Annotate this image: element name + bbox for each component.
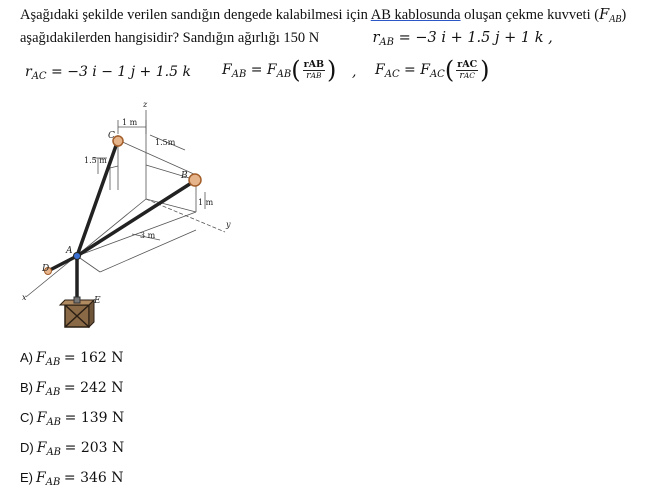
- crate-icon: [60, 297, 94, 327]
- cable-ad: [48, 256, 77, 271]
- rab-eq: $r_{AB} = -3$ i + 1.5 j + 1 k ,: [372, 30, 553, 48]
- option-c[interactable]: C) $F_{AB} = 139$ N: [20, 410, 125, 428]
- svg-text:1 m: 1 m: [198, 198, 214, 207]
- cable-ab-link: AB kablosunda: [370, 7, 461, 23]
- svg-text:D: D: [42, 264, 50, 274]
- question-line-1: Aşağıdaki şekilde verilen sandığın dengede kalabilmesi için AB kablosunda oluşan çekme kuvveti $(F_{AB})$: [20, 7, 627, 25]
- question-text: [20, 6, 660, 52]
- svg-text:y: y: [226, 220, 231, 229]
- svg-text:z: z: [143, 100, 148, 109]
- rac-eq: $r_{AC} = -3$ i − 1 j + 1.5 k: [25, 64, 191, 82]
- ring-a: [74, 253, 81, 260]
- option-e[interactable]: E) $F_{AB} = 346$ N: [20, 470, 124, 488]
- option-a[interactable]: A) $F_{AB} = 162$ N: [20, 350, 124, 368]
- option-d[interactable]: D) $F_{AB} = 203$ N: [20, 440, 125, 458]
- svg-text:x: x: [22, 293, 27, 302]
- svg-text:3 m: 3 m: [140, 231, 156, 240]
- fac-eq: $F_{AC} = F_{AC}$( $\frac{\text{rAC}}{\text{rAC}}$ ): [375, 56, 490, 84]
- equation-line: $r_{AC} = -3$ i − 1 j + 1.5 k $F_{AB} = F_{AB}$( $\frac{\text{rAB}}{\text{rAB}}$ ) , $F_{AC} = F_{AC}$( $\frac{\text{rAC}}{\text{rAC}}$ ): [25, 56, 490, 84]
- option-b[interactable]: B) $F_{AB} = 242$ N: [20, 380, 124, 398]
- svg-text:B: B: [181, 171, 188, 181]
- fab-eq: $F_{AB} = F_{AB}$( $\frac{\text{rAB}}{\text{rAB}}$ ): [222, 56, 337, 84]
- cable-ab: [77, 180, 196, 256]
- svg-text:1.5 m: 1.5 m: [84, 156, 107, 165]
- x-axis: [26, 199, 146, 297]
- svg-text:1 m: 1 m: [122, 118, 138, 127]
- question-line-2: aşağıdakilerden hangisidir? Sandığın ağırlığı 150 N $r_{AB} = -3$ i + 1.5 j + 1 k ,: [20, 30, 553, 48]
- anchor-b: [189, 174, 201, 186]
- svg-text:1.5m: 1.5m: [155, 138, 176, 147]
- svg-text:C: C: [108, 131, 115, 141]
- svg-text:E: E: [94, 296, 101, 306]
- figure-diagram: [20, 95, 230, 340]
- svg-text:A: A: [66, 246, 73, 256]
